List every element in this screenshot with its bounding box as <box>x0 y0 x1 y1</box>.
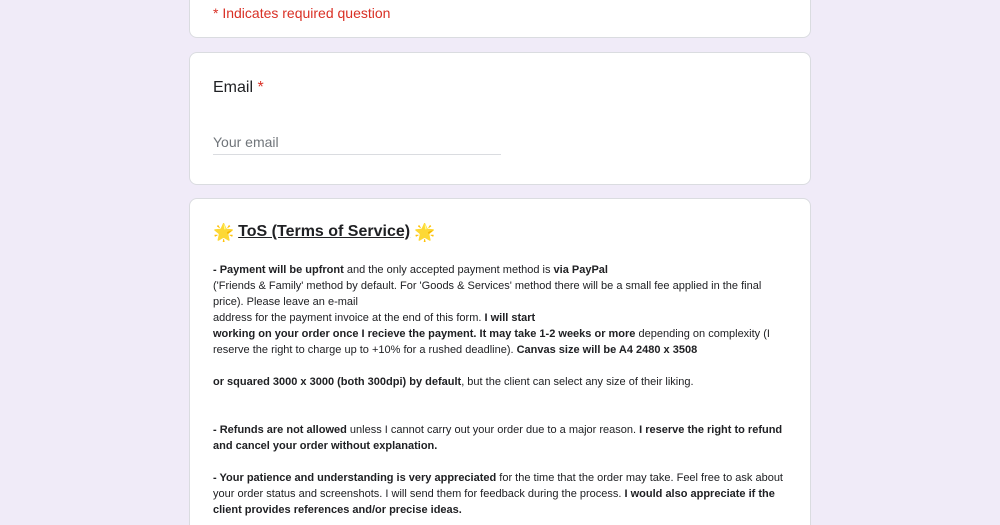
required-note-card <box>189 0 811 38</box>
email-input[interactable] <box>213 130 501 155</box>
star-icon: 🌟 <box>213 222 235 242</box>
tos-size-paragraph <box>213 374 793 390</box>
tos-fee-text: ('Friends & Family' method by default. For 'Goods & Services' method there will be a small fee applied in the final price). Please leave an e-mail <box>213 280 762 308</box>
tos-canvas-bold: Canvas size will be A4 2480 x 3508 <box>516 344 698 356</box>
tos-patience-bold: - Your patience and understanding is very appreciated <box>213 472 497 484</box>
tos-invoice-text: address for the payment invoice at the end of this form. <box>213 312 485 324</box>
email-question-title <box>213 79 264 97</box>
tos-start-bold: I will start <box>484 312 536 324</box>
star-icon: 🌟 <box>414 222 436 242</box>
tos-description <box>213 262 793 518</box>
email-question-card <box>189 52 811 185</box>
tos-deadline-text: depending on complexity (I reserve the right to charge up to +10% for a rushed deadline). <box>213 328 770 356</box>
tos-refund-text: unless I cannot carry out your order due to a major reason. <box>346 424 640 436</box>
required-asterisk: * <box>257 79 264 96</box>
tos-payment-text: and the only accepted payment method is <box>343 264 554 276</box>
tos-heading: ToS (Terms of Service) <box>238 223 411 240</box>
tos-paypal-bold: via PayPal <box>553 264 608 276</box>
tos-payment-paragraph <box>213 262 793 358</box>
tos-timeline-bold: working on your order once I recieve the payment. It may take 1-2 weeks or more <box>213 328 636 340</box>
tos-patience-paragraph <box>213 470 793 518</box>
tos-title <box>213 223 435 241</box>
tos-refund-bold: - Refunds are not allowed <box>213 424 347 436</box>
tos-refund-right-bold: I reserve the right to refund and cancel your order without explanation. <box>213 424 783 452</box>
tos-payment-bold: - Payment will be upfront <box>213 264 344 276</box>
tos-section-card <box>189 198 811 525</box>
tos-patience-text: for the time that the order may take. Feel free to ask about your order status and screenshots. I will send them for feedback during the process. <box>213 472 783 500</box>
required-note: * Indicates required question <box>213 5 391 21</box>
tos-size-text: , but the client can select any size of their liking. <box>461 376 694 388</box>
tos-refund-paragraph <box>213 422 793 454</box>
email-label: Email <box>213 79 254 96</box>
tos-references-bold: I would also appreciate if the client provides references and/or precise ideas. <box>213 488 775 516</box>
tos-size-bold: or squared 3000 x 3000 (both 300dpi) by default <box>213 376 462 388</box>
